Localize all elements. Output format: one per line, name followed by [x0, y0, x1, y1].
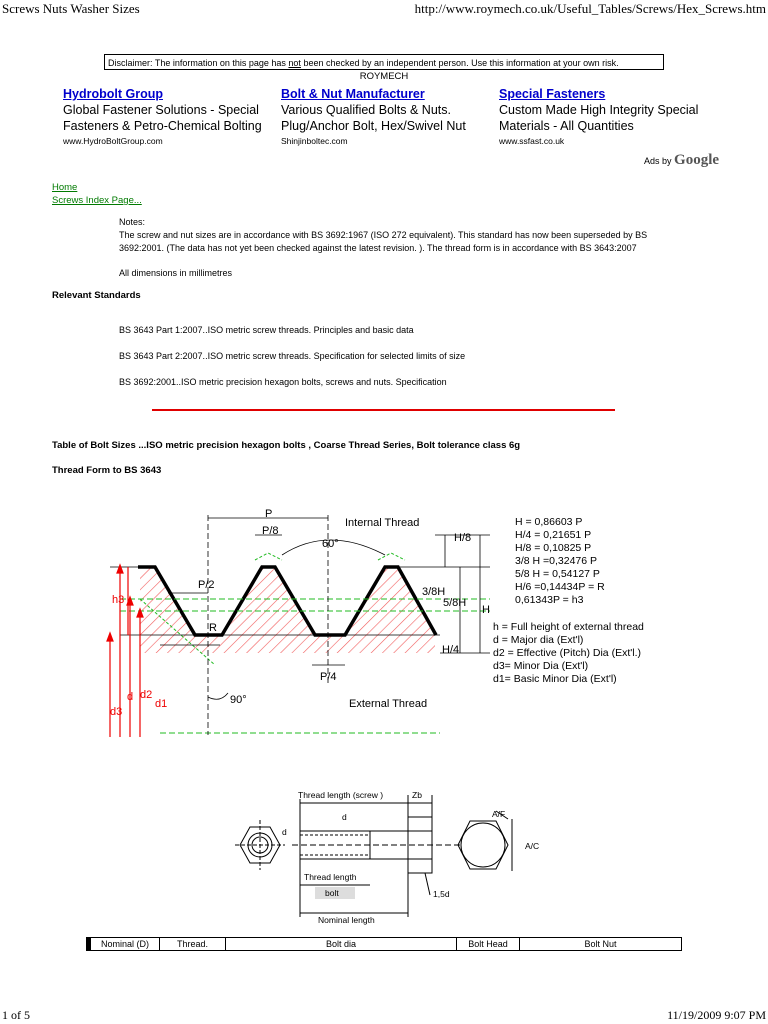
red-divider: [152, 409, 615, 411]
label-h8: H/8: [454, 532, 472, 544]
col-bolt-dia: Bolt dia: [226, 938, 457, 951]
bolt-diagram: [230, 785, 550, 925]
legend-item: d1= Basic Minor Dia (Ext'l): [493, 673, 617, 685]
notes-heading: Notes:: [119, 217, 146, 227]
thread-form-diagram: [100, 505, 670, 745]
standards-heading: Relevant Standards: [52, 290, 141, 301]
disclaimer-text-start: Disclaimer: The information on this page has: [108, 58, 289, 68]
ad-text: Custom Made High Integrity Special Materials - All Quantities: [499, 103, 699, 133]
label-nominal-length: Nominal length: [318, 915, 375, 925]
google-logo: Google: [674, 152, 720, 168]
ad-title-link[interactable]: Special Fasteners: [499, 87, 606, 101]
label-90: 90°: [230, 694, 247, 706]
ad-block-3[interactable]: [499, 87, 714, 146]
label-p8: P/8: [262, 525, 279, 537]
legend-item: d2 = Effective (Pitch) Dia (Ext'l.): [493, 647, 641, 659]
label-d1: d1: [155, 698, 168, 710]
standard-item: BS 3643 Part 1:2007..ISO metric screw threads. Principles and basic data: [119, 325, 414, 335]
label-d: d: [127, 691, 134, 703]
formula: 3/8 H =0,32476 P: [515, 555, 598, 567]
col-thread: Thread.: [160, 938, 226, 951]
units-note: All dimensions in millimetres: [119, 268, 233, 278]
legend-item: h = Full height of external thread: [493, 621, 644, 633]
ad-title-link[interactable]: Bolt & Nut Manufacturer: [281, 87, 425, 101]
ad-text: Global Fastener Solutions - Special Fasteners & Petro-Chemical Bolting: [63, 103, 262, 133]
ads-by-google[interactable]: [644, 152, 719, 169]
label-d-left: d: [282, 827, 287, 837]
label-h3: h3: [112, 594, 125, 606]
ad-url[interactable]: www.ssfast.co.uk: [499, 136, 565, 146]
table-header-row: [87, 938, 682, 951]
formula: 0,61343P = h3: [515, 594, 584, 606]
label-60: 60°: [322, 538, 339, 550]
col-bolt-head: Bolt Head: [457, 938, 520, 951]
notes-line-1: The screw and nut sizes are in accordance with BS 3692:1967 (ISO 272 equivalent). This standard has now been superseded by BS: [119, 230, 648, 240]
label-58h: 5/8H: [443, 597, 467, 609]
label-thread-length-screw: Thread length (screw ): [298, 790, 384, 800]
label-r: R: [209, 622, 217, 634]
bolt-size-table: [86, 937, 682, 951]
notes-line-2: 3692:2001. (The data has not yet been checked against the latest revision. ). The thread form is in accordance with BS 3643:2007: [119, 243, 637, 253]
formula: H/6 =0,14434P = R: [515, 581, 605, 593]
table-heading: Table of Bolt Sizes ...ISO metric precision hexagon bolts , Coarse Thread Series, Bolt tolerance class 6g: [52, 440, 521, 451]
label-p2: P/2: [198, 579, 215, 591]
ad-url[interactable]: www.HydroBoltGroup.com: [63, 136, 163, 146]
label-d3: d3: [110, 706, 123, 718]
page-title: Screws Nuts Washer Sizes: [2, 1, 140, 16]
screws-index-link[interactable]: Screws Index Page...: [52, 195, 142, 206]
page-url: http://www.roymech.co.uk/Useful_Tables/Screws/Hex_Screws.htm: [414, 1, 766, 16]
disclaimer-box: [104, 54, 664, 70]
legend-item: d = Major dia (Ext'l): [493, 634, 584, 646]
ads-by-label: Ads by: [644, 156, 672, 166]
label-d-top: d: [342, 812, 347, 822]
disclaimer-emphasis: not: [288, 58, 301, 68]
label-p4: P/4: [320, 671, 337, 683]
legend-item: d3= Minor Dia (Ext'l): [493, 660, 589, 672]
label-p: P: [265, 508, 273, 520]
formula: 5/8 H = 0,54127 P: [515, 568, 600, 580]
ad-block-1[interactable]: [63, 87, 278, 146]
print-timestamp: 11/19/2009 9:07 PM: [667, 1008, 766, 1022]
label-ac: A/C: [525, 841, 540, 851]
label-h4: H/4: [442, 644, 460, 656]
label-d2: d2: [140, 689, 153, 701]
label-h: H: [482, 604, 490, 616]
label-15d: 1,5d: [433, 889, 450, 899]
site-name: ROYMECH: [359, 71, 409, 82]
formula: H/8 = 0,10825 P: [515, 542, 592, 554]
disclaimer-text-end: been checked by an independent person. Use this information at your own risk.: [300, 58, 619, 68]
standard-item: BS 3643 Part 2:2007..ISO metric screw threads. Specification for selected limits of size: [119, 351, 466, 361]
ad-text: Various Qualified Bolts & Nuts. Plug/Anchor Bolt, Hex/Swivel Nut: [281, 103, 466, 133]
ad-url[interactable]: Shinjinboltec.com: [281, 136, 348, 146]
formula: H = 0,86603 P: [515, 516, 583, 528]
standard-item: BS 3692:2001..ISO metric precision hexagon bolts, screws and nuts. Specification: [119, 377, 447, 387]
label-external-thread: External Thread: [349, 698, 428, 710]
label-bolt: bolt: [325, 888, 339, 898]
col-bolt-nut: Bolt Nut: [520, 938, 682, 951]
col-nominal: Nominal (D): [91, 938, 160, 951]
label-af: A/F: [492, 809, 506, 819]
formula: H/4 = 0,21651 P: [515, 529, 592, 541]
thread-form-heading: Thread Form to BS 3643: [52, 465, 162, 476]
label-internal-thread: Internal Thread: [345, 517, 420, 529]
ad-block-2[interactable]: [281, 87, 496, 146]
external-thread-hatch: [140, 567, 435, 653]
label-thread-length: Thread length: [304, 872, 357, 882]
label-38h: 3/8H: [422, 586, 446, 598]
page-counter: 1 of 5: [2, 1008, 30, 1022]
label-zb: Zb: [412, 790, 422, 800]
ad-title-link[interactable]: Hydrobolt Group: [63, 87, 163, 101]
home-link[interactable]: Home: [52, 182, 78, 193]
hex-head-end-view: [458, 821, 508, 869]
